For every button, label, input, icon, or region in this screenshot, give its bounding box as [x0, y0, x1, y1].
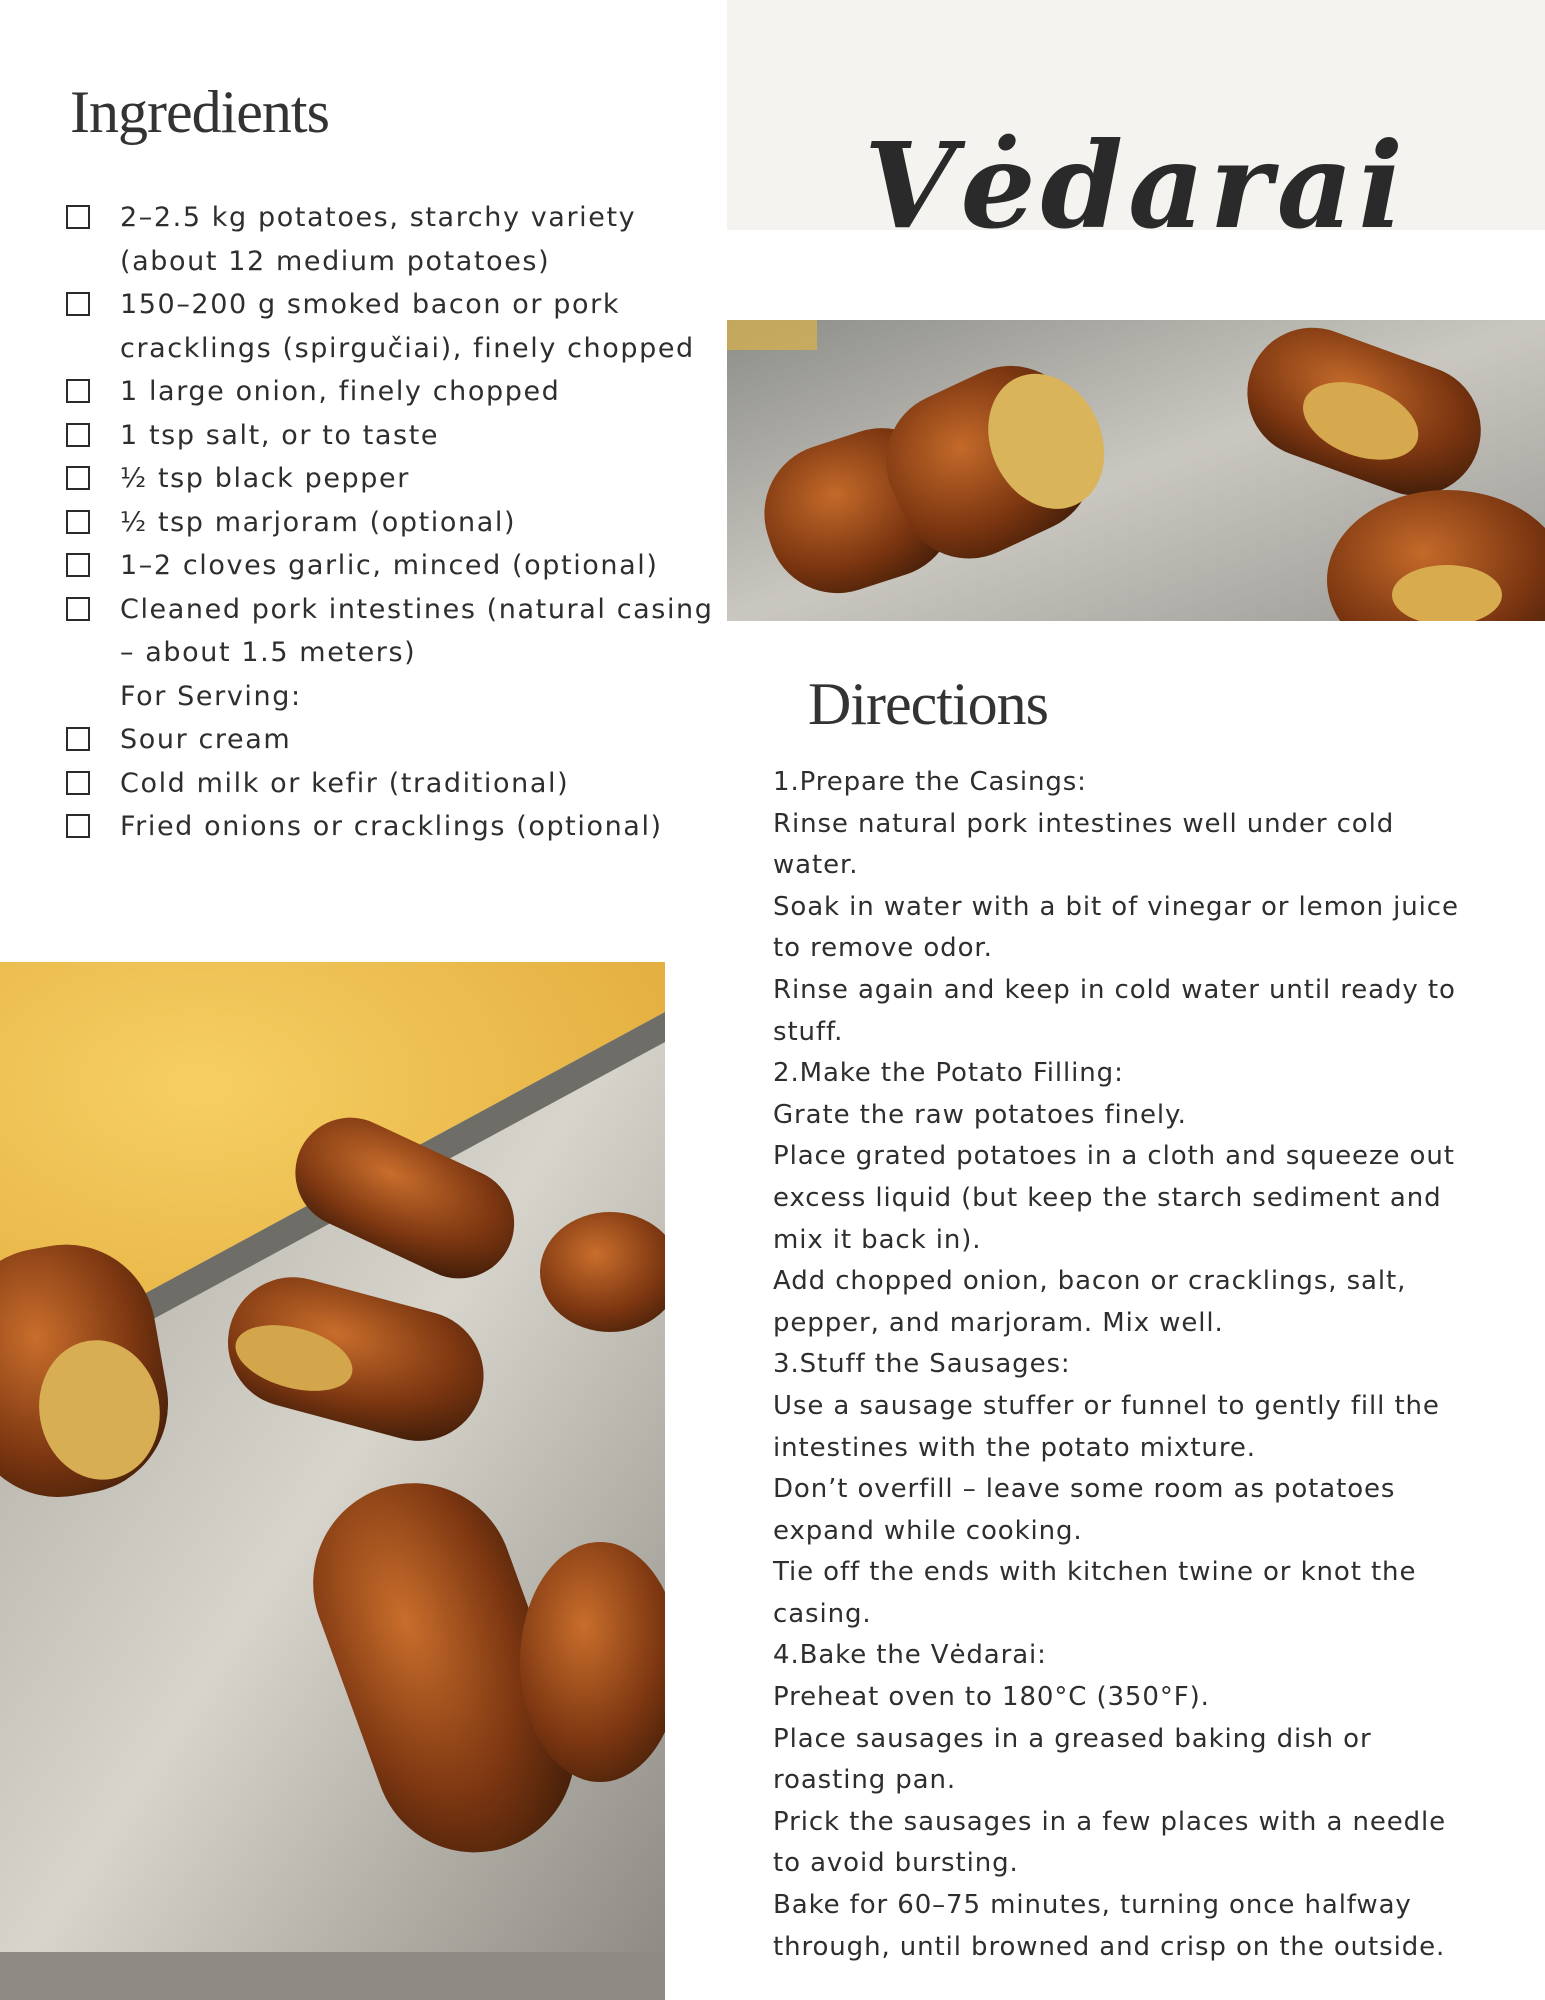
direction-line: Rinse again and keep in cold water until ready to: [773, 974, 1456, 1005]
direction-line: Place sausages in a greased baking dish or: [773, 1723, 1372, 1754]
sausages-photo-bottom: [0, 962, 665, 2000]
direction-line: stuff.: [773, 1016, 844, 1047]
direction-line: Tie off the ends with kitchen twine or knot the: [773, 1557, 1417, 1588]
title-banner: [727, 0, 1545, 256]
direction-line: excess liquid (but keep the starch sediment and: [773, 1182, 1442, 1213]
ingredient-text: Sour cream: [120, 724, 292, 755]
ingredient-checkbox[interactable]: [66, 292, 90, 316]
direction-line: pepper, and marjoram. Mix well.: [773, 1307, 1224, 1338]
direction-line: to avoid bursting.: [773, 1848, 1019, 1879]
ingredient-item: [66, 414, 736, 458]
ingredient-item: [66, 762, 736, 806]
ingredient-checkbox[interactable]: [66, 205, 90, 229]
direction-line: Use a sausage stuffer or funnel to gently fill the: [773, 1390, 1440, 1421]
direction-line: Soak in water with a bit of vinegar or lemon juice: [773, 891, 1459, 922]
ingredient-item: [66, 675, 736, 719]
direction-step-heading: 3.Stuff the Sausages:: [773, 1349, 1071, 1380]
ingredient-text: ½ tsp marjoram (optional): [120, 506, 517, 538]
direction-line: Prick the sausages in a few places with a needle: [773, 1806, 1447, 1837]
ingredient-text: 2–2.5 kg potatoes, starchy variety (about 12 medium potatoes): [120, 202, 637, 277]
ingredient-checkbox[interactable]: [66, 510, 90, 534]
ingredient-text: For Serving:: [120, 680, 302, 712]
direction-line: casing.: [773, 1598, 872, 1629]
sausages-photo-top: [727, 320, 1545, 621]
direction-line: water.: [773, 850, 859, 881]
ingredients-list: [66, 196, 736, 849]
directions-text: [773, 762, 1473, 1968]
direction-line: roasting pan.: [773, 1765, 957, 1796]
direction-line: through, until browned and crisp on the outside.: [773, 1931, 1446, 1962]
ingredient-checkbox[interactable]: [66, 379, 90, 403]
direction-step-heading: 1.Prepare the Casings:: [773, 767, 1087, 797]
ingredient-item: [66, 283, 736, 370]
ingredient-checkbox[interactable]: [66, 727, 90, 751]
ingredients-heading: Ingredients: [70, 79, 329, 145]
direction-line: to remove odor.: [773, 933, 993, 964]
ingredient-item: [66, 501, 736, 545]
ingredient-checkbox[interactable]: [66, 553, 90, 577]
direction-line: Add chopped onion, bacon or cracklings, salt,: [773, 1266, 1407, 1297]
ingredient-checkbox[interactable]: [66, 771, 90, 795]
ingredient-text: 150–200 g smoked bacon or pork cracklings (spirgučiai), finely chopped: [120, 289, 695, 364]
ingredient-text: Fried onions or cracklings (optional): [120, 811, 663, 842]
direction-line: expand while cooking.: [773, 1515, 1083, 1546]
ingredient-item: [66, 544, 736, 588]
ingredient-item: [66, 805, 736, 849]
recipe-title: Vėdarai: [863, 116, 1409, 256]
direction-line: Preheat oven to 180°C (350°F).: [773, 1682, 1210, 1713]
ingredient-text: 1 large onion, finely chopped: [120, 376, 561, 407]
direction-step-heading: 4.Bake the Vėdarai:: [773, 1640, 1047, 1671]
direction-line: intestines with the potato mixture.: [773, 1432, 1256, 1463]
ingredient-checkbox[interactable]: [66, 423, 90, 447]
ingredient-text: 1–2 cloves garlic, minced (optional): [120, 550, 659, 581]
ingredient-checkbox[interactable]: [66, 597, 90, 621]
ingredient-item: [66, 718, 736, 762]
ingredient-checkbox[interactable]: [66, 466, 90, 490]
ingredient-item: [66, 196, 736, 283]
direction-line: Don’t overfill – leave some room as potatoes: [773, 1474, 1396, 1505]
ingredient-item: [66, 588, 736, 675]
direction-line: Grate the raw potatoes finely.: [773, 1099, 1187, 1130]
ingredient-item: [66, 457, 736, 501]
direction-line: Rinse natural pork intestines well under cold: [773, 808, 1395, 839]
ingredient-text: ½ tsp black pepper: [120, 463, 410, 494]
ingredient-item: [66, 370, 736, 414]
ingredient-text: Cleaned pork intestines (natural casing – about 1.5 meters): [120, 593, 714, 668]
direction-line: Bake for 60–75 minutes, turning once halfway: [773, 1890, 1412, 1921]
direction-line: mix it back in).: [773, 1224, 982, 1255]
direction-line: Place grated potatoes in a cloth and squeeze out: [773, 1141, 1455, 1172]
ingredient-checkbox[interactable]: [66, 814, 90, 838]
ingredient-text: 1 tsp salt, or to taste: [120, 419, 440, 451]
directions-heading: Directions: [808, 671, 1048, 737]
direction-step-heading: 2.Make the Potato Filling:: [773, 1058, 1124, 1089]
ingredient-text: Cold milk or kefir (traditional): [120, 767, 570, 799]
